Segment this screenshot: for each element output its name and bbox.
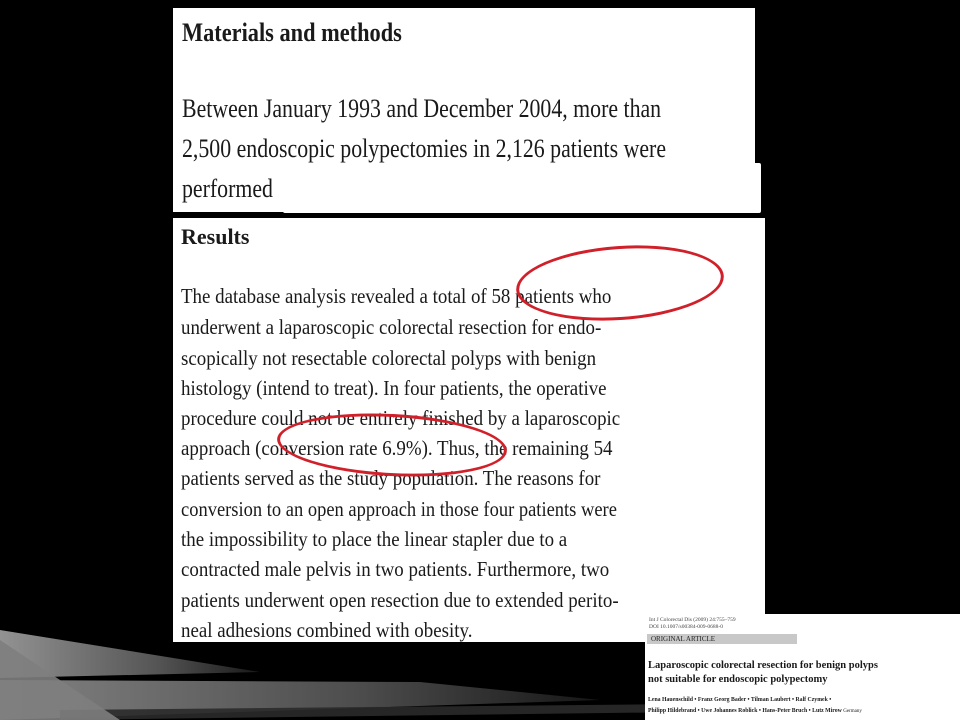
highlight-ellipse-total-patients — [514, 239, 727, 327]
results-line: procedure could not be entirely finished by a laparoscopic — [181, 406, 621, 430]
paper-authors-line — [648, 708, 862, 714]
doi-text: DOI 10.1007/s00384-009-0688-0 — [649, 624, 723, 630]
paper-country: Germany — [843, 709, 862, 714]
paper-authors-text: Philipp Hildebrand • Uwe Johannes Roblick • Hans-Peter Bruch • Lutz Mirow — [648, 708, 842, 714]
results-excerpt — [173, 218, 765, 642]
results-line: conversion to an open approach in those four patients were — [181, 497, 617, 521]
results-line: patients served as the study population. The reasons for — [181, 466, 601, 490]
methods-line: performed — [182, 174, 273, 203]
results-line: approach (conversion rate 6.9%). Thus, the remaining 54 — [181, 436, 613, 460]
methods-line: 2,500 endoscopic polypectomies in 2,126 patients were — [182, 134, 667, 163]
paper-title-line: not suitable for endoscopic polypectomy — [648, 674, 828, 685]
results-line: neal adhesions combined with obesity. — [181, 618, 473, 642]
results-line: The database analysis revealed a total of 58 patients who — [181, 284, 612, 308]
results-line: the impossibility to place the linear stapler due to a — [181, 527, 568, 551]
results-line: underwent a laparoscopic colorectal resection for endo- — [181, 315, 602, 339]
article-type-label: ORIGINAL ARTICLE — [651, 635, 716, 643]
methods-line: Between January 1993 and December 2004, more than — [182, 94, 662, 123]
article-type-bar — [647, 634, 797, 644]
paper-title-line: Laparoscopic colorectal resection for benign polyps — [648, 660, 878, 671]
journal-citation: Int J Colorectal Dis (2009) 24:755–759 — [649, 617, 736, 623]
methods-heading: Materials and methods — [182, 18, 402, 47]
results-heading: Results — [181, 224, 250, 249]
results-line: scopically not resectable colorectal polyps with benign — [181, 346, 597, 370]
paper-authors-line: Lena Hauenschild • Franz Georg Bader • Tilman Laubert • Ralf Czymek • — [648, 697, 832, 703]
results-line: patients underwent open resection due to extended perito- — [181, 588, 619, 612]
results-line: histology (intend to treat). In four patients, the operative — [181, 376, 607, 400]
results-line: contracted male pelvis in two patients. Furthermore, two — [181, 557, 610, 581]
paper-header-thumbnail — [645, 614, 960, 720]
methods-panel-extension — [283, 163, 761, 213]
